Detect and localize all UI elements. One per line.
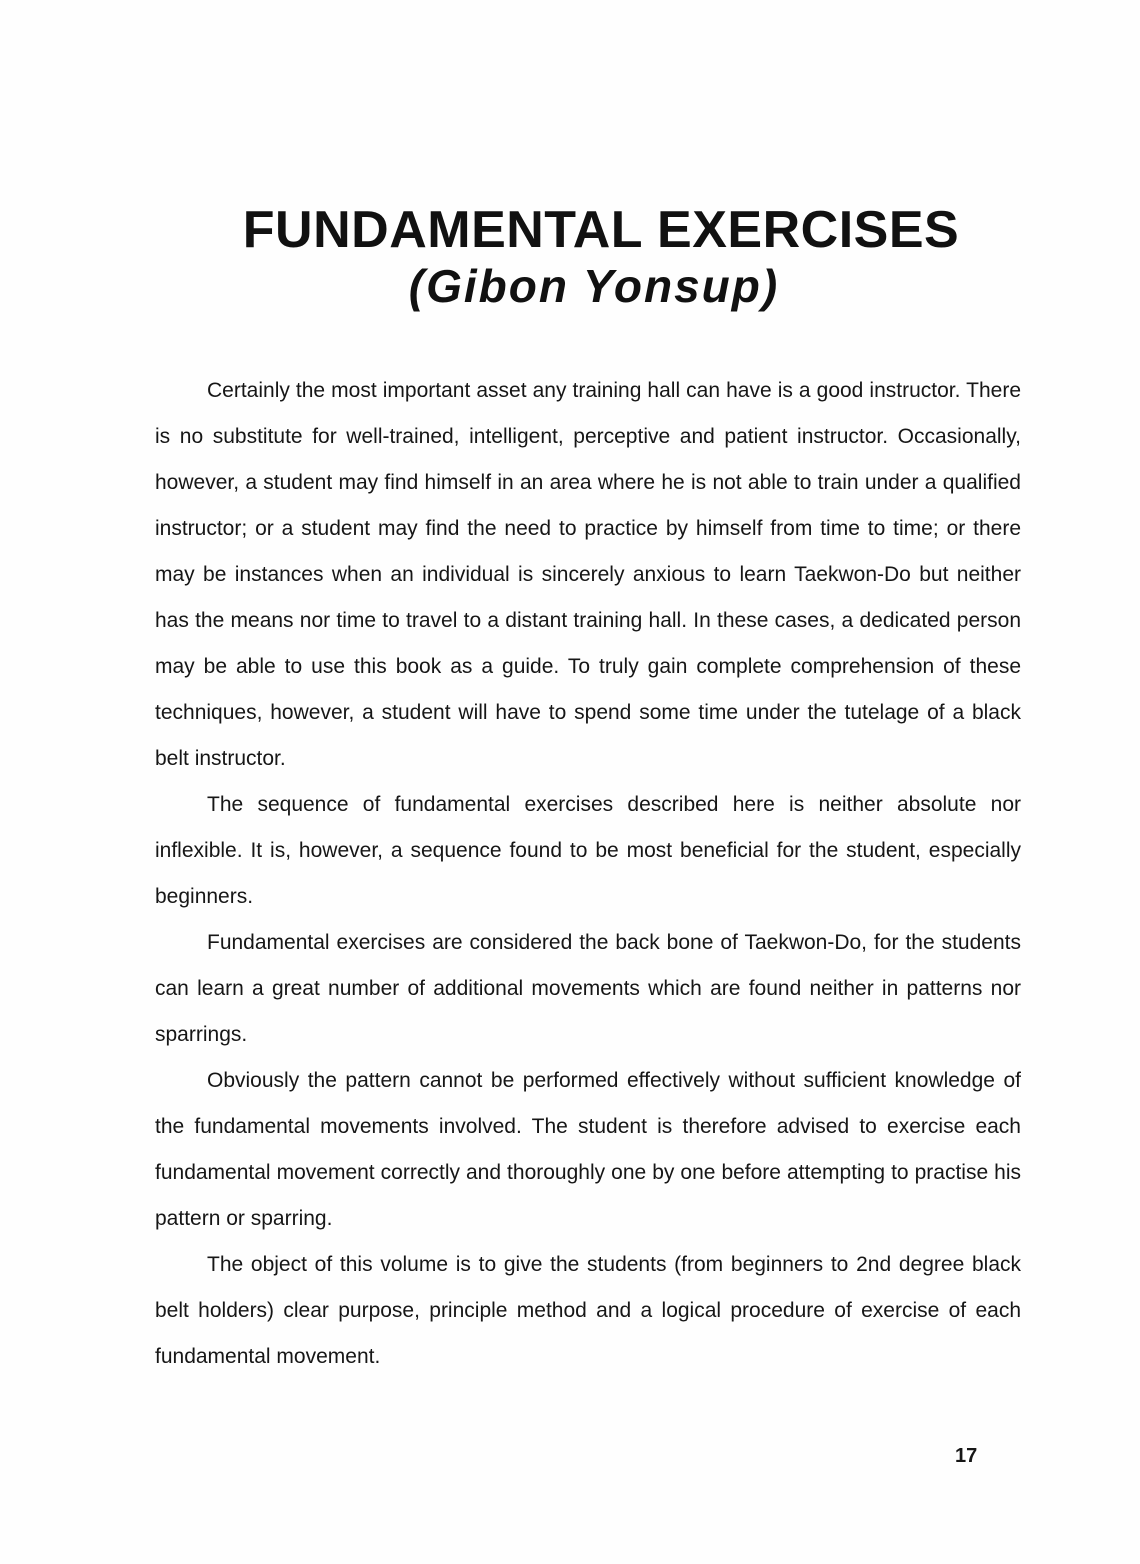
paragraph-pattern: Obviously the pattern cannot be performed effectively without sufficient knowledge of the fundamental movements involved. The student is therefore advised to exercise each fundamental movement correctly and thoroughly one by one before attempting to practise his pattern or sparring.	[155, 1069, 1021, 1230]
title-block	[150, 200, 1030, 312]
page-number: 17	[955, 1445, 978, 1467]
page-title: FUNDAMENTAL EXERCISES	[242, 201, 960, 259]
page-subtitle: (Gibon Yonsup)	[408, 260, 780, 312]
paragraph-instructor: Certainly the most important asset any training hall can have is a good instructor. There is no substitute for well-trained, intelligent, perceptive and patient instructor. Occasionally, however, a student may find himself in an area where he is not able to train under a qualified instructor; or a student may find the need to practice by himself from time to time; or there may be instances when an individual is sincerely anxious to learn Taekwon-Do but neither has the means nor time to travel to a distant training hall. In these cases, a dedicated person may be able to use this book as a guide. To truly gain complete comprehension of these techniques, however, a student will have to spend some time under the tutelage of a black belt instructor.	[155, 379, 1021, 770]
paragraph-sequence: The sequence of fundamental exercises described here is neither absolute nor inflexible. It is, however, a sequence found to be most beneficial for the student, especially beginners.	[155, 793, 1021, 908]
paragraph-backbone: Fundamental exercises are considered the back bone of Taekwon-Do, for the students can learn a great number of additional movements which are found neither in patterns nor sparrings.	[155, 931, 1021, 1046]
body-text	[155, 368, 1021, 1380]
paragraph-object: The object of this volume is to give the students (from beginners to 2nd degree black belt holders) clear purpose, principle method and a logical procedure of exercise of each fundamental movement.	[155, 1253, 1021, 1368]
